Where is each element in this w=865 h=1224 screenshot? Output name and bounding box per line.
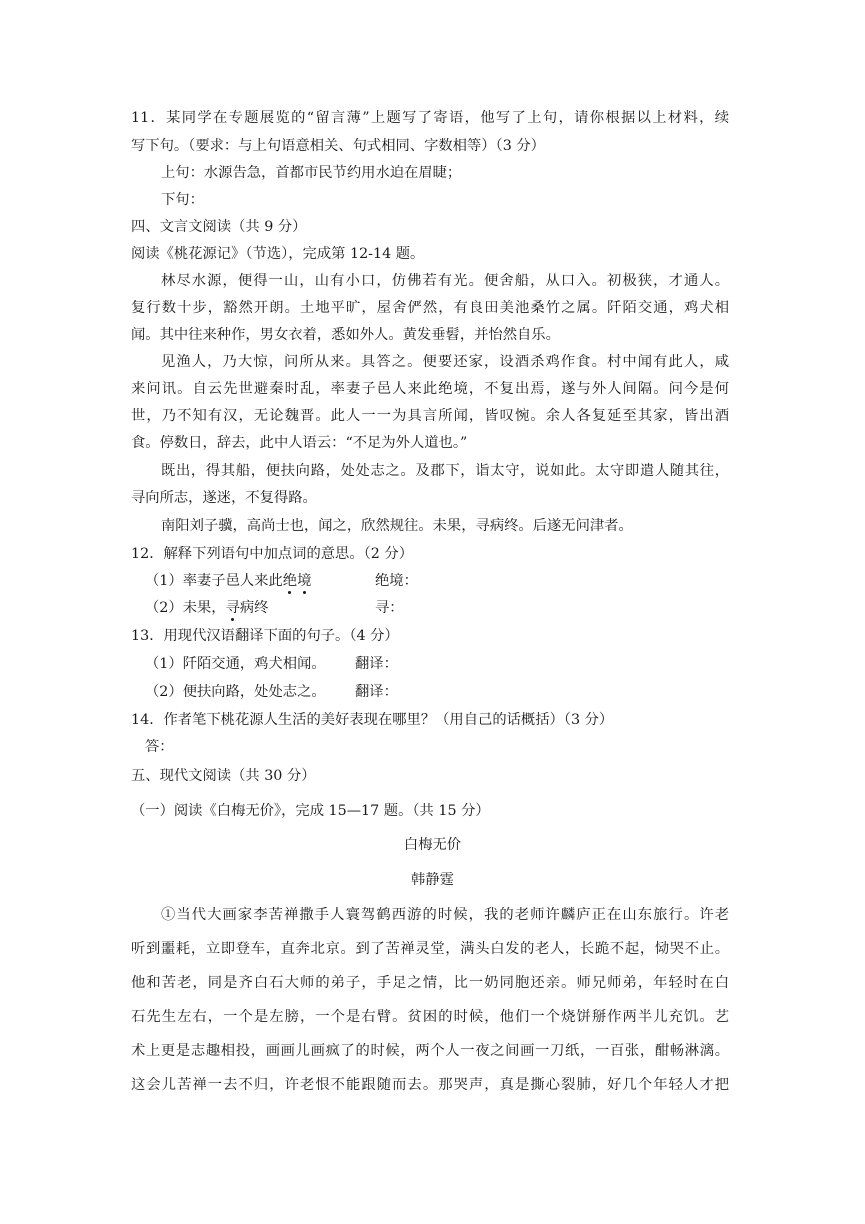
section-4-heading: 四、文言文阅读（共 9 分） [131, 219, 307, 235]
classical-text-line: 既出，得其船，便扶向路，处处志之。及郡下，诣太守，说如此。太守即遣人随其往， [161, 463, 729, 479]
q11-line-1: 11．某同学在专题展览的“留言薄”上题写了寄语，他写了上句，请你根据以上材料，续 [131, 110, 729, 126]
q11-lower-sentence: 下句： [161, 192, 204, 208]
q13-stem: 13．用现代汉语翻译下面的句子。（4 分） [131, 628, 399, 644]
section-4-intro: 阅读《桃花源记》（节选），完成第 12-14 题。 [131, 246, 425, 262]
dotted-char: 境 [297, 573, 312, 589]
q13-item-1: （1）阡陌交通，鸡犬相闻。 [145, 656, 326, 672]
q13-item-1-answer: 翻译： [355, 656, 398, 672]
classical-text-line: 来问讯。自云先世避秦时乱，率妻子邑人来此绝境，不复出焉，遂与外人间隔。问今是何 [131, 381, 729, 397]
article-text-line: 这会儿苦禅一去不归，许老恨不能跟随而去。那哭声，真是撕心裂肺，好几个年轻人才把 [131, 1077, 729, 1093]
article-author: 韩静霆 [411, 872, 454, 888]
q12-item-1 [145, 571, 311, 591]
classical-text-line: 世，乃不知有汉，无论魏晋。此人一一为具言所闻，皆叹惋。余人各复延至其家，皆出酒 [131, 408, 729, 424]
classical-text-line: 南阳刘子骥，高尚士也，闻之，欣然规往。未果，寻病终。后遂无问津者。 [161, 518, 633, 534]
article-text-line: 术上更是志趣相投，画画儿画疯了的时候，两个人一夜之间画一刀纸，一百张，酣畅淋漓。 [131, 1043, 729, 1059]
classical-text-line: 食。停数日，辞去，此中人语云：“不足为外人道也。” [131, 435, 468, 451]
classical-text-line: 闻。其中往来种作，男女衣着，悉如外人。黄发垂髫，并怡然自乐。 [131, 327, 560, 343]
q12-item-1-answer: 绝境： [375, 573, 418, 589]
article-text-line: 他和苦老，同是齐白石大师的弟子，手足之情，比一奶同胞还亲。师兄师弟，年轻时在白 [131, 975, 729, 991]
classical-text-line: 复行数十步，豁然开朗。土地平旷，屋舍俨然，有良田美池桑竹之属。阡陌交通，鸡犬相 [131, 300, 729, 316]
q13-item-2-answer: 翻译： [355, 684, 398, 700]
article-text-line: 石先生左右，一个是左膀，一个是右臂。贫困的时候，他们一个烧饼掰作两半儿充饥。艺 [131, 1009, 729, 1025]
q13-item-2: （2）便扶向路，处处志之。 [145, 684, 326, 700]
article-text-line: ①当代大画家李苦禅撒手人寰驾鹤西游的时候，我的老师许麟庐正在山东旅行。许老 [161, 907, 729, 923]
q14-answer: 答： [145, 739, 174, 755]
article-text-line: 听到噩耗，立即登车，直奔北京。到了苦禅灵堂，满头白发的老人，长跪不起，恸哭不止。 [131, 941, 729, 957]
classical-text-line: 寻向所志，遂迷，不复得路。 [131, 490, 317, 506]
article-title: 白梅无价 [403, 837, 462, 853]
dotted-char: 绝 [282, 573, 298, 589]
q11-line-2: 写下句。（要求：与上句语意相关、句式相同、字数相等）（3 分） [131, 138, 545, 154]
q12-item-1-text: （1）率妻子邑人来此 [145, 573, 283, 589]
q11-upper-sentence: 上句：水源告急，首都市民节约用水迫在眉睫； [161, 165, 462, 181]
section-5-subheading: （一）阅读《白梅无价》，完成 15—17 题。（共 15 分） [131, 803, 490, 819]
q12-item-2 [145, 598, 268, 618]
classical-text-line: 林尽水源，便得一山，山有小口，仿佛若有光。便舍船，从口入。初极狭，才通人。 [161, 273, 729, 289]
q12-item-2-text: （2）未果， [145, 600, 226, 616]
q12-stem: 12．解释下列语句中加点词的意思。（2 分） [131, 546, 414, 562]
q12-item-2-text-tail: 病终 [239, 600, 269, 616]
dotted-char: 寻 [225, 600, 240, 616]
classical-text-line: 见渔人，乃大惊，问所从来。具答之。便要还家，设酒杀鸡作食。村中闻有此人，咸 [161, 354, 729, 370]
q12-item-2-answer: 寻： [375, 600, 404, 616]
q14-stem: 14．作者笔下桃花源人生活的美好表现在哪里？（用自己的话概括）（3 分） [131, 712, 614, 728]
section-5-heading: 五、现代文阅读（共 30 分） [131, 768, 316, 784]
